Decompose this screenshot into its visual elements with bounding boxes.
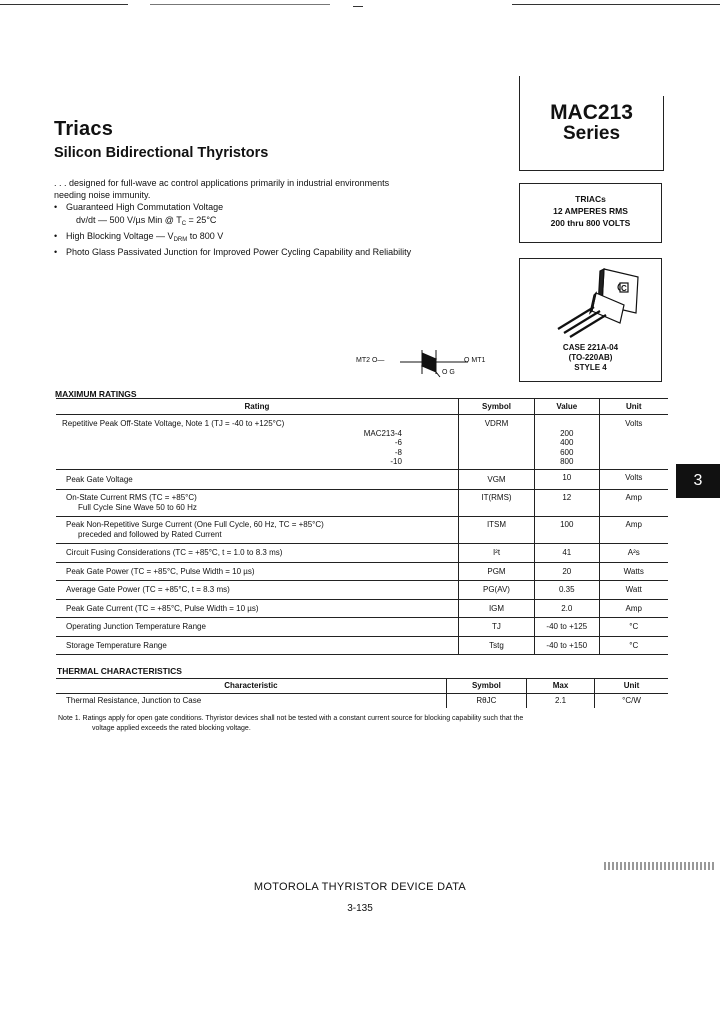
triac-icon <box>400 345 470 385</box>
table-row: Full Cycle Sine Wave 50 to 60 Hz <box>56 503 668 517</box>
table-row: MAC213-4 200 <box>56 429 668 439</box>
spec-line: 12 AMPERES RMS <box>553 206 628 216</box>
scan-noise <box>604 862 716 870</box>
column-header: Max <box>526 679 594 694</box>
page-number: 3-135 <box>347 903 373 914</box>
column-header: Symbol <box>446 679 526 694</box>
triac-schematic-symbol <box>356 345 506 385</box>
column-header: Rating <box>56 399 458 415</box>
description <box>54 177 504 258</box>
table-row: -10 800 <box>56 457 668 469</box>
table-row: Thermal Resistance, Junction to Case RθJC 2.1 °C/W <box>56 694 668 709</box>
feature-bullet: • High Blocking Voltage — $V_{DRM}$ to 800 V <box>54 230 224 243</box>
max-ratings-table <box>56 398 668 655</box>
description-intro: . . . designed for full-wave ac control applications primarily in industrial environments <box>54 178 390 188</box>
package-type: (TO-220AB) <box>568 353 613 362</box>
max-ratings-title: MAXIMUM RATINGS <box>55 389 137 399</box>
footnote-line: Note 1. Ratings apply for open gate conditions. Thyristor devices shall not be tested with a constant current source for blocking capability such that the <box>58 715 524 722</box>
page-subtitle: Silicon Bidirectional Thyristors <box>54 145 269 161</box>
table-row: Peak Gate Power (TC = +85°C, Pulse Width = 10 µs) PGM 20 Watts <box>56 562 668 581</box>
table-row: Average Gate Power (TC = +85°C, t = 8.3 ms) PG(AV) 0.35 Watt <box>56 581 668 600</box>
table-row: -6 400 <box>56 438 668 448</box>
page-title: Triacs <box>54 118 114 140</box>
footer-text: MOTOROLA THYRISTOR DEVICE DATA <box>253 881 467 893</box>
column-header: Characteristic <box>56 679 446 694</box>
scan-line <box>150 4 330 5</box>
gate-label: O G <box>442 369 455 376</box>
scan-line <box>512 4 720 5</box>
description-intro: needing noise immunity. <box>54 190 151 201</box>
thermal-title: THERMAL CHARACTERISTICS <box>57 666 182 676</box>
scan-line <box>353 6 363 7</box>
mt2-label: MT2 O— <box>356 357 385 364</box>
table-row: Circuit Fusing Considerations (TC = +85°C, t = 1.0 to 8.3 ms) I²t 41 A²s <box>56 544 668 563</box>
mt1-label: O MT1 <box>464 357 486 364</box>
column-header: Unit <box>595 679 668 694</box>
to220-package-illustration <box>536 263 646 343</box>
table-row: Repetitive Peak Off-State Voltage, Note 1 (TJ = -40 to +125°C) VDRM Volts <box>56 415 668 429</box>
part-number-box <box>519 96 664 171</box>
table-row: -8 600 <box>56 448 668 458</box>
spec-box <box>519 183 662 243</box>
table-row: Peak Non-Repetitive Surge Current (One Full Cycle, 60 Hz, TC = +85°C) ITSM 100 Amp <box>56 517 668 530</box>
part-number: MAC213 <box>550 101 633 124</box>
table-row: Peak Gate Voltage VGM 10 Volts <box>56 469 668 490</box>
part-series: Series <box>562 123 621 144</box>
spec-line: TRIACs <box>575 194 606 204</box>
feature-bullet: • Photo Glass Passivated Junction for Improved Power Cycling Capability and Reliability <box>54 247 412 258</box>
table-row: On-State Current RMS (TC = +85°C) IT(RMS) 12 Amp <box>56 490 668 503</box>
thermal-table <box>56 678 668 708</box>
feature-sub: dv/dt — 500 V/µs Min @ $T_C = 25^\circ C$ <box>76 214 217 227</box>
footnote <box>58 714 658 734</box>
column-header: Symbol <box>458 399 534 415</box>
package-box <box>519 258 662 382</box>
table-row: Operating Junction Temperature Range TJ -40 to +125 °C <box>56 618 668 637</box>
table-row: preceded and followed by Rated Current <box>56 530 668 544</box>
package-case: CASE 221A-04 <box>562 343 619 352</box>
table-row: Peak Gate Current (TC = +85°C, Pulse Width = 10 µs) IGM 2.0 Amp <box>56 599 668 618</box>
column-header: Unit <box>599 399 668 415</box>
scan-line <box>0 4 128 5</box>
footnote-line: voltage applied exceeds the rated blocking voltage. <box>92 725 251 732</box>
package-style: STYLE 4 <box>574 363 607 372</box>
spec-line: 200 thru 800 VOLTS <box>550 218 631 228</box>
column-header: Value <box>535 399 599 415</box>
table-row: Storage Temperature Range Tstg -40 to +150 °C <box>56 636 668 655</box>
section-tab: 3 <box>676 464 720 498</box>
feature-bullet: • Guaranteed High Commutation Voltage <box>54 202 224 213</box>
svg-text:C: C <box>620 284 627 293</box>
